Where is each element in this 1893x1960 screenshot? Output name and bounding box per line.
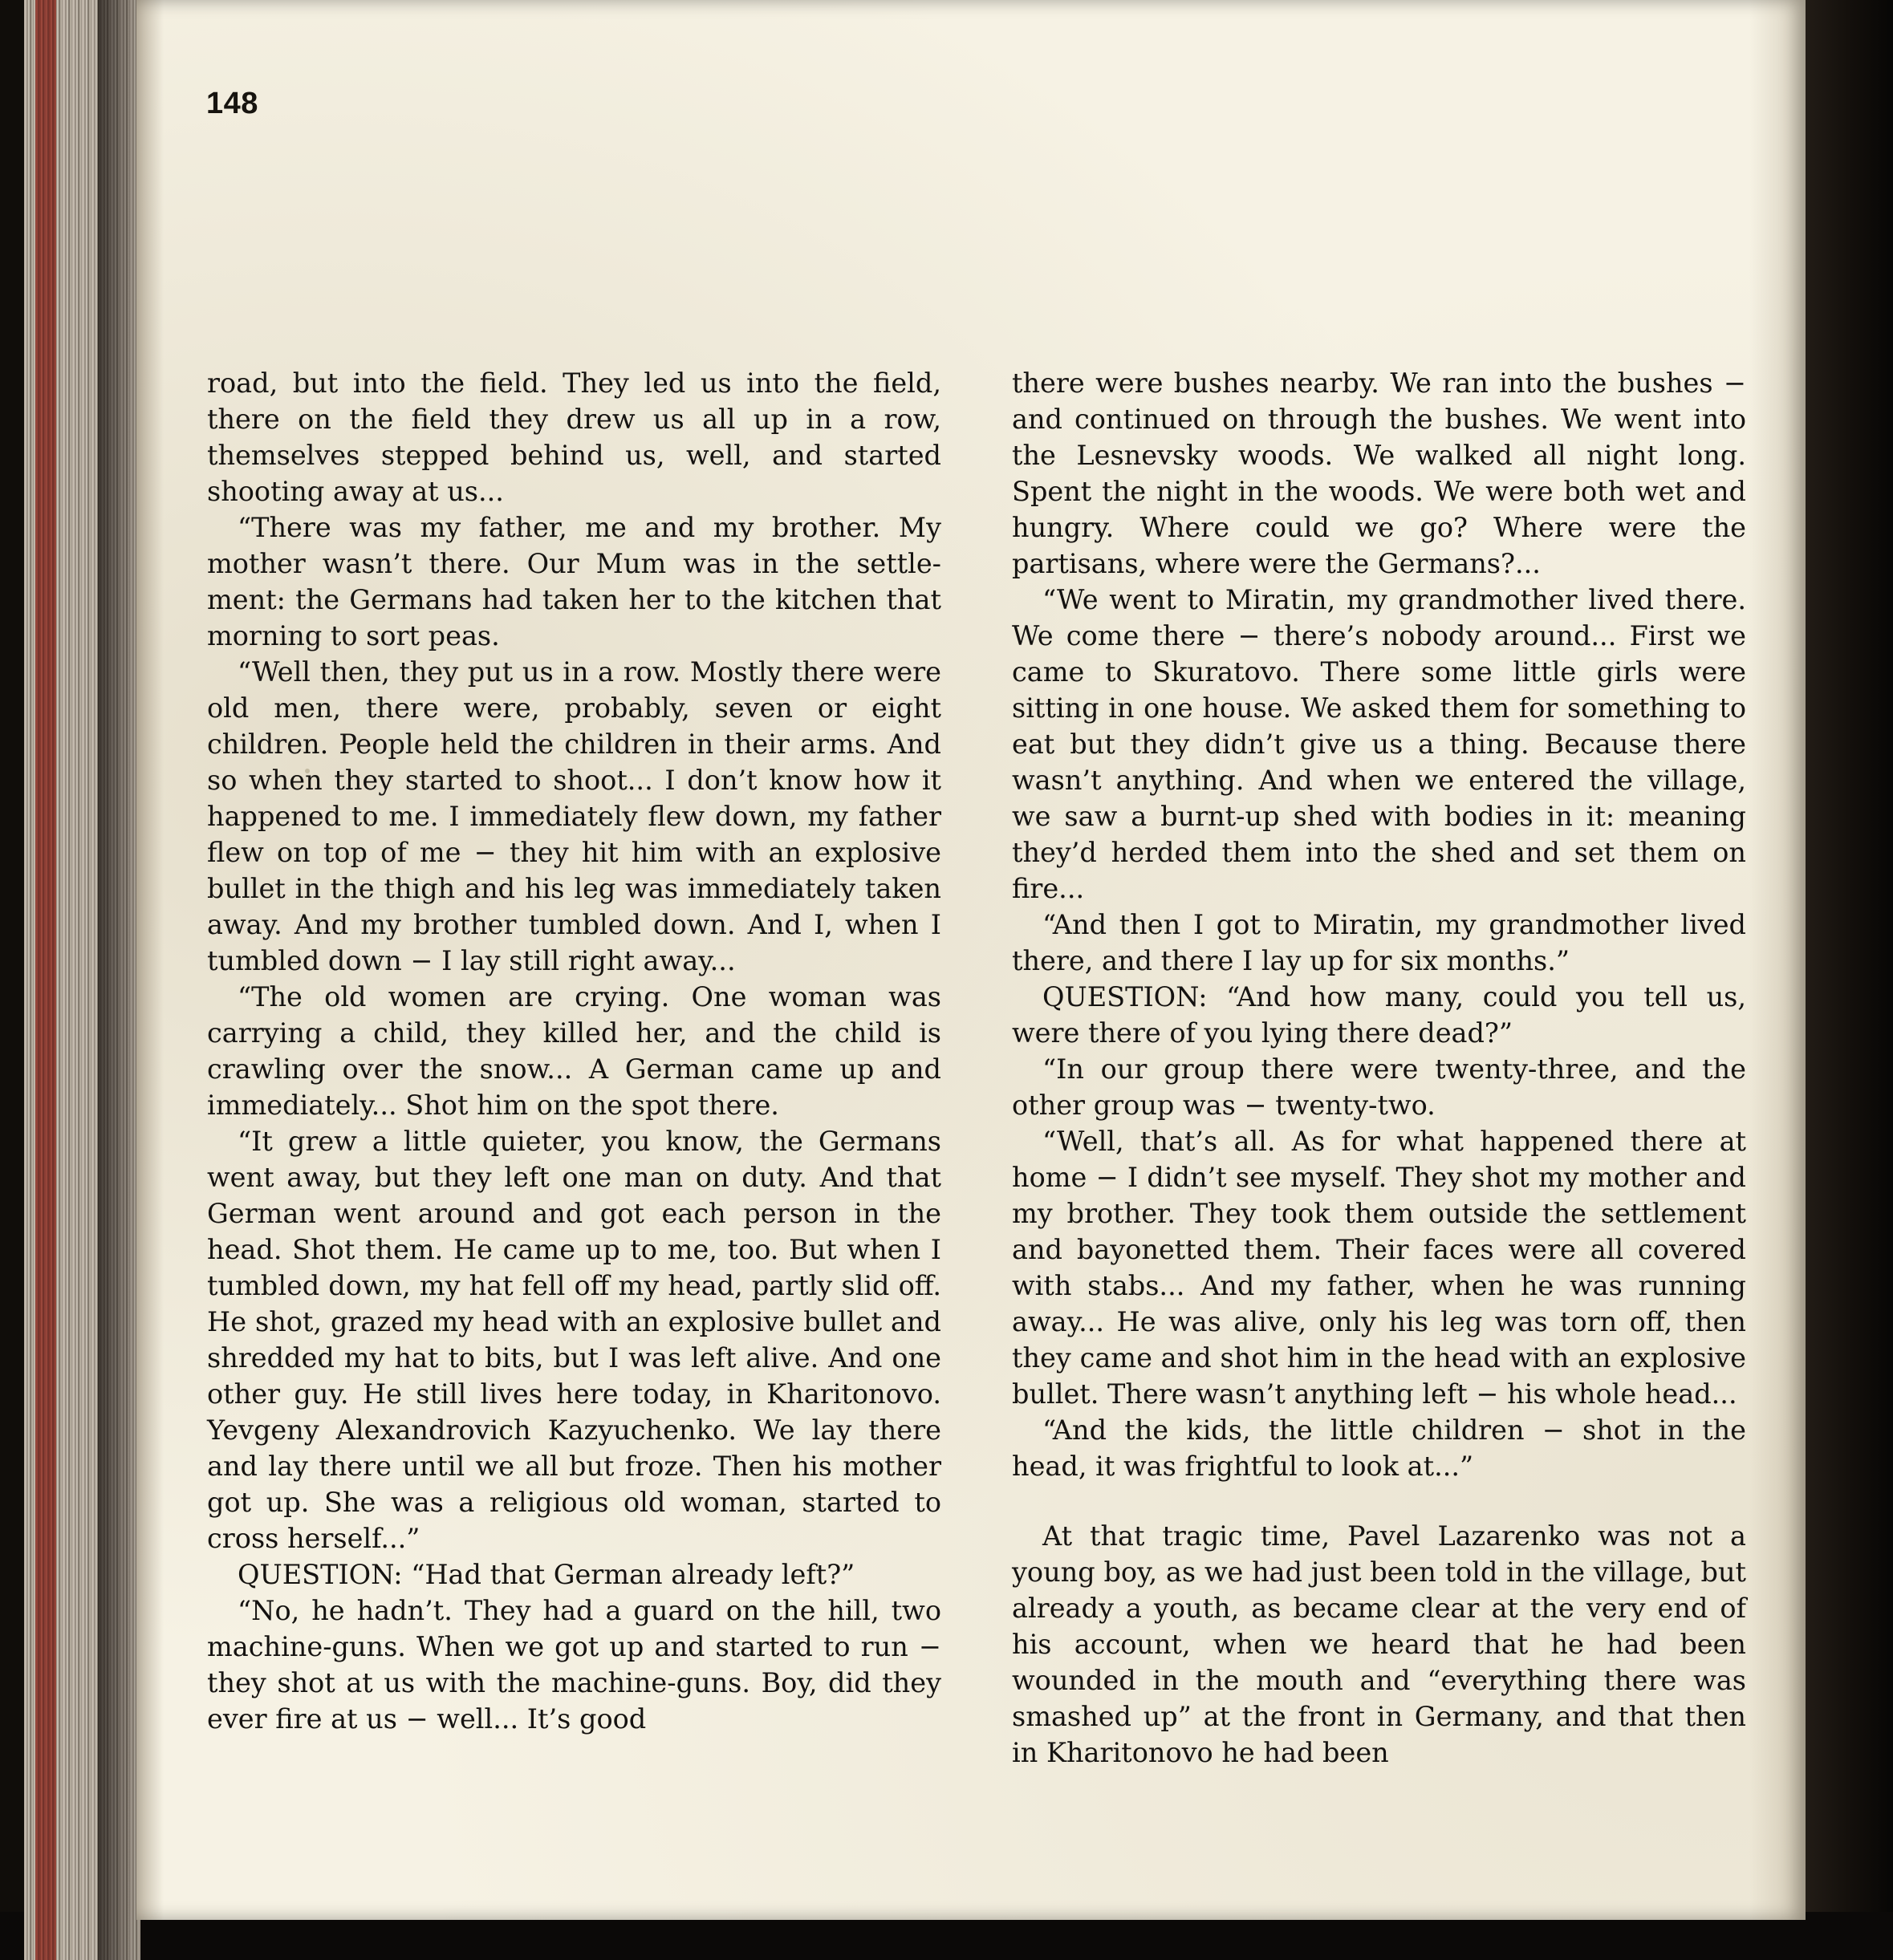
- paragraph: “We went to Miratin, my grandmother lived there. We come there − there’s nobody around... First we came to Skuratovo. There some little girls were sitting in one house. We asked them for something to eat but they didn’t give us a thing. Because there wasn’t anything. And when we entered the village, we saw a burnt-up shed with bodies in it: meaning they’d herded them into the shed and set them on fire...: [1012, 584, 1746, 904]
- page-number: 148: [206, 87, 258, 120]
- paragraph: “It grew a little quieter, you know, the Germans went away, but they left one man on duty. And that German went around and got each person in the head. Shot them. He came up to me, too. But when I tumbled down, my hat fell off my head, partly slid off. He shot, grazed my head with an explosive bullet and shredded my hat to bits, but I was left alive. And one other guy. He still lives here today, in Kharitonovo. Yevgeny Alexandrovich Kazyuchenko. We lay there and lay there until we all but froze. Then his mother got up. She was a religious old woman, started to cross herself...”: [207, 1126, 941, 1554]
- paragraph: road, but into the field. They led us into the field, there on the field they drew us all up in a row, themselves stepped behind us, well, and started shooting away at us...: [207, 367, 941, 507]
- paragraph: “Well then, they put us in a row. Mostly there were old men, there were, probably, seven or eight children. People held the children in their arms. And so when they started to shoot... I don’t know how it happened to me. I immediately flew down, my father flew on top of me − they hit him with an explosive bullet in the thigh and his leg was immediately taken away. And my brother tumbled down. And I, when I tumbled down − I lay still right away...: [207, 656, 941, 976]
- paragraph: “There was my father, me and my brother. My mother wasn’t there. Our Mum was in the settlement: the Germans had taken her to the kitchen that morning to sort peas.: [207, 512, 941, 651]
- paragraph: At that tragic time, Pavel Lazarenko was not a young boy, as we had just been told in the village, but already a youth, as became clear at the very end of his account, when we heard that he had been wounded in the mouth and “everything there was smashed up” at the front in Germany, and that then in Kharitonovo he had been: [1012, 1520, 1746, 1768]
- paragraph: “The old women are crying. One woman was carrying a child, they killed her, and the child is crawling over the snow... A German came up and immediately... Shot him on the spot there.: [207, 981, 941, 1121]
- paragraph: QUESTION: “Had that German already left?”: [238, 1559, 855, 1590]
- paragraph: QUESTION: “And how many, could you tell us, were there of you lying there dead?”: [1012, 981, 1746, 1049]
- paragraph: “In our group there were twenty-three, and the other group was − twenty-two.: [1012, 1053, 1746, 1121]
- book-edge-red-stain: [35, 0, 56, 1960]
- paragraph: there were bushes nearby. We ran into the bushes − and continued on through the bushes. We went into the Lesnevsky woods. We walked all night long. Spent the night in the woods. We were both wet and hungry. Where could we go? Where were the partisans, where were the Germans?...: [1012, 367, 1746, 579]
- text-columns: [207, 365, 1746, 1771]
- page-right-shading: [1749, 0, 1806, 1920]
- column-left: [207, 365, 941, 1771]
- paragraph: “And the kids, the little children − shot in the head, it was frightful to look at...”: [1012, 1414, 1746, 1482]
- paragraph: “And then I got to Miratin, my grandmother lived there, and there I lay up for six months.”: [1012, 909, 1746, 976]
- paragraph: “No, he hadn’t. They had a guard on the hill, two machine-guns. When we got up and started to run − they shot at us with the machine-guns. Boy, did they ever fire at us − well... It’s good: [207, 1595, 941, 1735]
- printed-page: [136, 0, 1806, 1920]
- column-right: [1012, 365, 1746, 1771]
- page-gutter-shading: [136, 0, 164, 1920]
- paragraph: “Well, that’s all. As for what happened there at home − I didn’t see myself. They shot my mother and my brother. They took them outside the settlement and bayonetted them. Their faces were all covered with stabs... And my father, when he was running away... He was alive, only his leg was torn off, then they came and shot him in the head with an explosive bullet. There wasn’t anything left − his whole head...: [1012, 1126, 1746, 1410]
